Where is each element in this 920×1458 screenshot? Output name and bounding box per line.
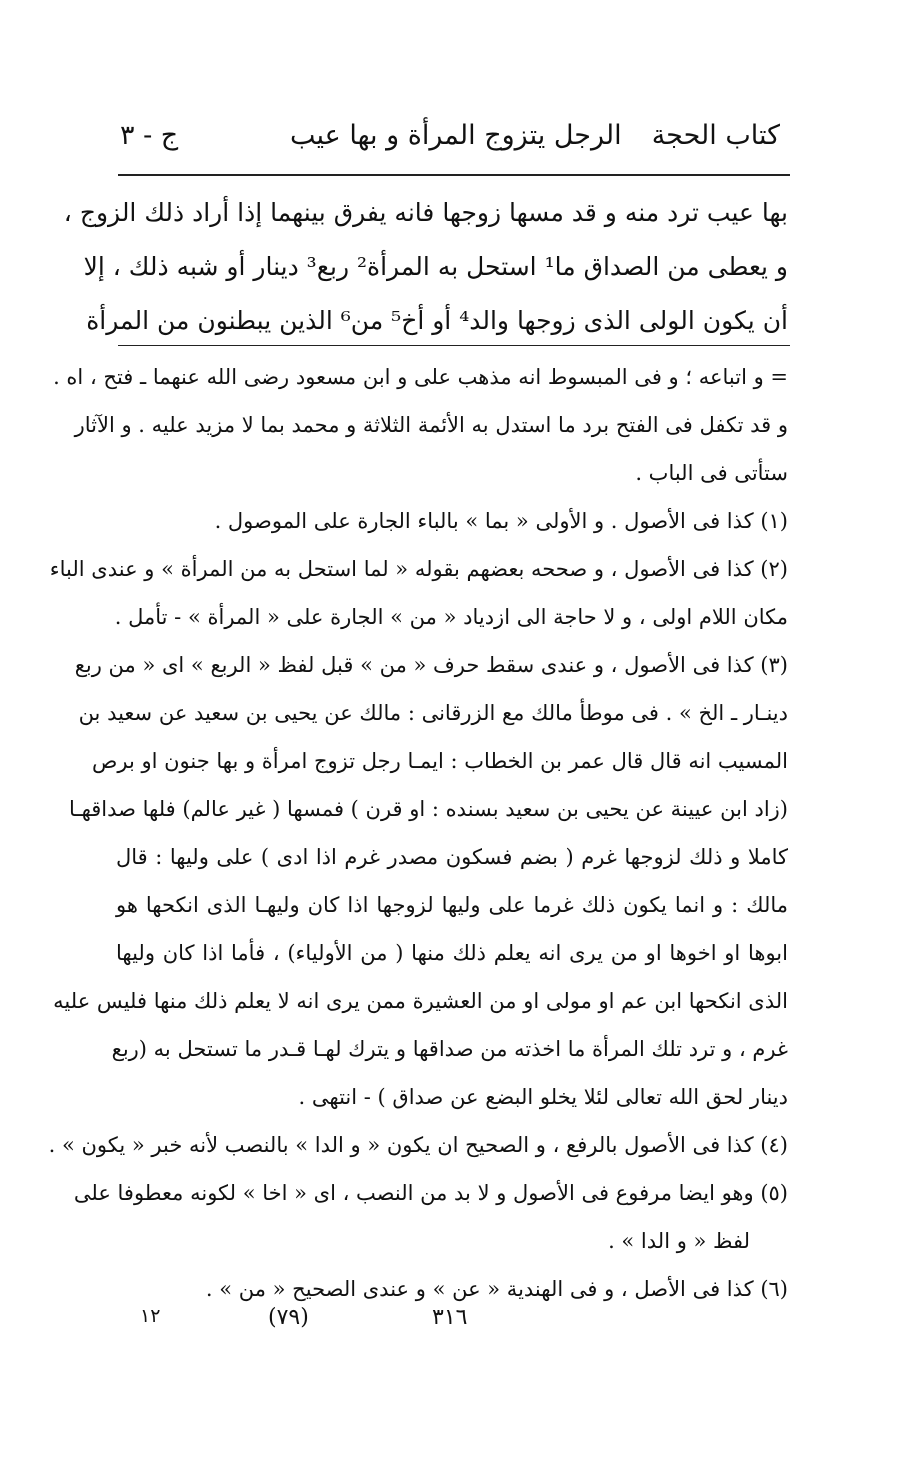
footnote-line: ستأتى فى الباب . — [635, 461, 788, 485]
footnote-line: (٦) كذا فى الأصل ، و فى الهندية « عن » و عندى الصحيح « من » . — [205, 1277, 788, 1301]
running-head-volume: ج - ٣ — [120, 120, 179, 151]
footnote-line: (٣) كذا فى الأصول ، و عندى سقط حرف « من » قبل لفظ « الربع » اى « من ربع — [74, 653, 788, 677]
main-text-line: أن يكون الولى الذى زوجها والد⁴ أو أخ⁵ من⁶ الذين يبطنون من المرأة — [86, 306, 788, 335]
footnotes — [48, 353, 788, 1313]
footnote-line: المسيب انه قال قال عمر بن الخطاب : ايمـا رجل تزوج امرأة و بها جنون او برص — [91, 749, 788, 773]
footnote-line: (٤) كذا فى الأصول بالرفع ، و الصحيح ان يكون « و الدا » بالنصب لأنه خبر « يكون » . — [48, 1133, 788, 1157]
running-head-title: الرجل يتزوج المرأة و بها عيب — [290, 120, 622, 151]
footnote-line: (زاد ابن عيينة عن يحيى بن سعيد بسنده : او قرن ) فمسها ( غير عالم) فلها صداقهـا — [69, 797, 788, 821]
footnote-line: كاملا و ذلك لزوجها غرم ( بضم فسكون مصدر غرم اذا ادى ) على وليها : قال — [116, 845, 788, 869]
footnote-line: دينـار ـ الخ » . فى موطأ مالك مع الزرقانى : مالك عن يحيى بن سعيد عن سعيد بن — [78, 701, 788, 725]
main-text-line: و يعطى من الصداق ما¹ استحل به المرأة² ربع³ دينار أو شبه ذلك ، إلا — [83, 252, 788, 281]
footnote-line: دينار لحق الله تعالى لئلا يخلو البضع عن صداق ) - انتهى . — [298, 1085, 788, 1109]
footnote-line: لفظ « و الدا » . — [608, 1229, 750, 1253]
main-text-line: بها عيب ترد منه و قد مسها زوجها فانه يفرق بينهما إذا أراد ذلك الزوج ، — [63, 198, 788, 227]
footnote-separator — [118, 345, 790, 346]
footnote-line: (١) كذا فى الأصول . و الأولى « بما » بالباء الجارة على الموصول . — [214, 509, 788, 533]
sheet-number: (٧٩) — [268, 1305, 309, 1330]
header-rule — [118, 174, 790, 176]
footnote-line: مكان اللام اولى ، و لا حاجة الى ازدياد « من » الجارة على « المرأة » - تأمل . — [114, 605, 788, 629]
footnote-line: الذى انكحها ابن عم او مولى او من العشيرة ممن يرى انه لا يعلم ذلك منها فليس عليه — [53, 989, 788, 1013]
running-head-book: كتاب الحجة — [651, 120, 780, 151]
footnote-line: ابوها او اخوها او من يرى انه يعلم ذلك منها ( من الأولياء) ، فأما اذا كان وليها — [116, 941, 788, 965]
main-text — [63, 186, 788, 348]
signature-mark: ١٢ — [140, 1305, 161, 1327]
footnote-line: و قد تكفل فى الفتح برد ما استدل به الأئمة الثلاثة و محمد بما لا مزيد عليه . و الآثار — [74, 413, 788, 437]
page-number: ٣١٦ — [432, 1305, 468, 1330]
footnote-line: = و اتباعه ؛ و فى المبسوط انه مذهب على و ابن مسعود رضى الله عنهما ـ فتح ، اه . — [53, 365, 788, 389]
footnote-line: (٥) وهو ايضا مرفوع فى الأصول و لا بد من النصب ، اى « اخا » لكونه معطوفا على — [73, 1181, 788, 1205]
footnote-line: مالك : و انما يكون ذلك غرما على وليها لزوجها اذا كان وليهـا الذى انكحها هو — [116, 893, 788, 917]
footnote-line: غرم ، و ترد تلك المرأة ما اخذته من صداقها و يترك لهـا قـدر ما تستحل به (ربع — [111, 1037, 788, 1061]
footnote-line: (٢) كذا فى الأصول ، و صححه بعضهم بقوله « لما استحل به من المرأة » و عندى الباء — [49, 557, 788, 581]
